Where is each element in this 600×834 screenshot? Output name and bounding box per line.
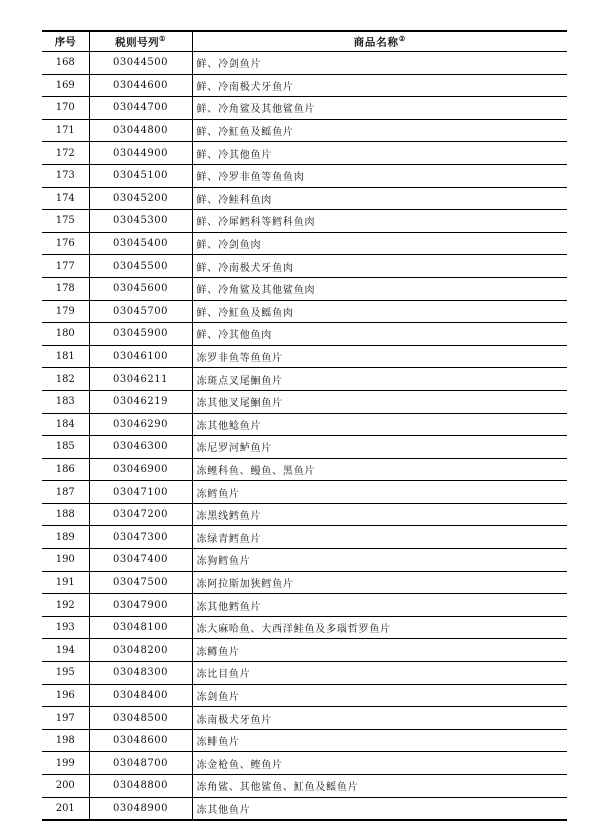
serial-cell: 171	[42, 119, 89, 142]
serial-cell: 189	[42, 526, 89, 549]
serial-cell: 190	[42, 549, 89, 572]
serial-cell: 174	[42, 187, 89, 210]
product-name-cell: 冻金枪鱼、鲣鱼片	[192, 752, 567, 775]
tariff-code-cell: 03048600	[89, 729, 192, 752]
product-name-cell: 冻罗非鱼等鱼鱼片	[192, 345, 567, 368]
product-name-cell: 冻南极犬牙鱼片	[192, 707, 567, 730]
product-name-cell: 冻狗鳕鱼片	[192, 549, 567, 572]
table-row	[42, 97, 567, 120]
product-name-cell: 鲜、冷犀鳕科等鳕科鱼肉	[192, 210, 567, 233]
table-row	[42, 752, 567, 775]
product-name-cell: 冻其他鳕鱼片	[192, 594, 567, 617]
tariff-code-cell: 03046900	[89, 458, 192, 481]
serial-cell: 181	[42, 345, 89, 368]
serial-cell: 168	[42, 52, 89, 75]
header-row	[42, 31, 567, 52]
tariff-code-cell: 03047300	[89, 526, 192, 549]
tariff-code-cell: 03046100	[89, 345, 192, 368]
table-row	[42, 684, 567, 707]
product-name-cell: 鲜、冷南极犬牙鱼片	[192, 74, 567, 97]
serial-cell: 196	[42, 684, 89, 707]
table-row	[42, 255, 567, 278]
tariff-code-cell: 03048700	[89, 752, 192, 775]
product-name-cell: 冻其他鲶鱼片	[192, 413, 567, 436]
footnote-mark-2: ②	[398, 33, 406, 43]
product-name-cell: 冻鲱鱼片	[192, 729, 567, 752]
serial-cell: 169	[42, 74, 89, 97]
tariff-code-cell: 03047900	[89, 594, 192, 617]
tariff-code-cell: 03048900	[89, 797, 192, 820]
serial-cell: 193	[42, 616, 89, 639]
product-name-cell: 冻鳕鱼片	[192, 481, 567, 504]
table-row	[42, 639, 567, 662]
tariff-code-cell: 03044700	[89, 97, 192, 120]
tariff-code-cell: 03048500	[89, 707, 192, 730]
tariff-code-cell: 03045500	[89, 255, 192, 278]
serial-cell: 175	[42, 210, 89, 233]
serial-cell: 182	[42, 368, 89, 391]
serial-cell: 199	[42, 752, 89, 775]
tariff-code-cell: 03045700	[89, 300, 192, 323]
table-row	[42, 616, 567, 639]
table-row	[42, 210, 567, 233]
header-code	[89, 31, 192, 52]
table-row	[42, 232, 567, 255]
table-row	[42, 797, 567, 820]
header-name	[192, 31, 567, 52]
tariff-code-cell: 03046300	[89, 436, 192, 459]
tariff-table	[42, 30, 567, 821]
footnote-mark-1: ①	[159, 33, 166, 43]
table-row	[42, 413, 567, 436]
tariff-code-cell: 03045900	[89, 323, 192, 346]
table-row	[42, 729, 567, 752]
product-name-cell: 鲜、冷角鲨及其他鲨鱼片	[192, 97, 567, 120]
serial-cell: 178	[42, 277, 89, 300]
table-row	[42, 436, 567, 459]
serial-cell: 177	[42, 255, 89, 278]
tariff-code-cell: 03045300	[89, 210, 192, 233]
table-row	[42, 458, 567, 481]
product-name-cell: 鲜、冷剑鱼肉	[192, 232, 567, 255]
product-name-cell: 冻绿青鳕鱼片	[192, 526, 567, 549]
product-name-cell: 冻其他叉尾鮰鱼片	[192, 390, 567, 413]
tariff-code-cell: 03048200	[89, 639, 192, 662]
product-name-cell: 冻比目鱼片	[192, 662, 567, 685]
tariff-code-cell: 03046211	[89, 368, 192, 391]
serial-cell: 184	[42, 413, 89, 436]
product-name-cell: 鲜、冷其他鱼肉	[192, 323, 567, 346]
product-name-cell: 冻斑点叉尾鮰鱼片	[192, 368, 567, 391]
serial-cell: 172	[42, 142, 89, 165]
tariff-code-cell: 03044900	[89, 142, 192, 165]
serial-cell: 188	[42, 503, 89, 526]
serial-cell: 195	[42, 662, 89, 685]
product-name-cell: 冻大麻哈鱼、大西洋鲑鱼及多瑙哲罗鱼片	[192, 616, 567, 639]
table-row	[42, 481, 567, 504]
product-name-cell: 鲜、冷魟鱼及鳐鱼片	[192, 119, 567, 142]
tariff-code-cell: 03046219	[89, 390, 192, 413]
serial-cell: 185	[42, 436, 89, 459]
header-serial	[42, 31, 89, 52]
tariff-code-cell: 03047400	[89, 549, 192, 572]
serial-cell: 183	[42, 390, 89, 413]
product-name-cell: 鲜、冷南极犬牙鱼肉	[192, 255, 567, 278]
serial-cell: 180	[42, 323, 89, 346]
table-row	[42, 368, 567, 391]
table-row	[42, 323, 567, 346]
tariff-code-cell: 03048800	[89, 775, 192, 798]
table-row	[42, 119, 567, 142]
serial-cell: 201	[42, 797, 89, 820]
table-row	[42, 142, 567, 165]
product-name-cell: 冻黑线鳕鱼片	[192, 503, 567, 526]
product-name-cell: 冻鳟鱼片	[192, 639, 567, 662]
product-name-cell: 冻角鲨、其他鲨鱼、魟鱼及鳐鱼片	[192, 775, 567, 798]
table-header	[42, 31, 567, 52]
table-row	[42, 277, 567, 300]
table-row	[42, 164, 567, 187]
tariff-code-cell: 03045100	[89, 164, 192, 187]
tariff-code-cell: 03047200	[89, 503, 192, 526]
table-row	[42, 74, 567, 97]
header-code-label: 税则号列	[115, 36, 160, 49]
table-row	[42, 662, 567, 685]
table-row	[42, 187, 567, 210]
tariff-code-cell: 03045200	[89, 187, 192, 210]
tariff-code-cell: 03048400	[89, 684, 192, 707]
serial-cell: 186	[42, 458, 89, 481]
product-name-cell: 鲜、冷剑鱼片	[192, 52, 567, 75]
serial-cell: 173	[42, 164, 89, 187]
tariff-code-cell: 03044500	[89, 52, 192, 75]
product-name-cell: 冻阿拉斯加狭鳕鱼片	[192, 571, 567, 594]
table-row	[42, 707, 567, 730]
product-name-cell: 鲜、冷鲑科鱼肉	[192, 187, 567, 210]
product-name-cell: 冻剑鱼片	[192, 684, 567, 707]
serial-cell: 192	[42, 594, 89, 617]
product-name-cell: 冻尼罗河鲈鱼片	[192, 436, 567, 459]
serial-cell: 194	[42, 639, 89, 662]
table-row	[42, 503, 567, 526]
tariff-code-cell: 03047500	[89, 571, 192, 594]
serial-cell: 198	[42, 729, 89, 752]
table-row	[42, 549, 567, 572]
product-name-cell: 鲜、冷角鲨及其他鲨鱼肉	[192, 277, 567, 300]
serial-cell: 170	[42, 97, 89, 120]
tariff-code-cell: 03046290	[89, 413, 192, 436]
serial-cell: 191	[42, 571, 89, 594]
header-name-label: 商品名称	[353, 36, 399, 49]
tariff-code-cell: 03044600	[89, 74, 192, 97]
product-name-cell: 冻其他鱼片	[192, 797, 567, 820]
table-row	[42, 571, 567, 594]
serial-cell: 200	[42, 775, 89, 798]
serial-cell: 197	[42, 707, 89, 730]
table-row	[42, 390, 567, 413]
tariff-code-cell: 03048300	[89, 662, 192, 685]
table-row	[42, 52, 567, 75]
table-body	[42, 52, 567, 821]
serial-cell: 187	[42, 481, 89, 504]
product-name-cell: 冻鲤科鱼、鳗鱼、黑鱼片	[192, 458, 567, 481]
header-serial-label: 序号	[54, 36, 76, 48]
table-row	[42, 300, 567, 323]
product-name-cell: 鲜、冷魟鱼及鳐鱼肉	[192, 300, 567, 323]
tariff-code-cell: 03047100	[89, 481, 192, 504]
table-row	[42, 526, 567, 549]
product-name-cell: 鲜、冷罗非鱼等鱼鱼肉	[192, 164, 567, 187]
serial-cell: 176	[42, 232, 89, 255]
tariff-code-cell: 03045400	[89, 232, 192, 255]
table-row	[42, 594, 567, 617]
tariff-code-cell: 03045600	[89, 277, 192, 300]
tariff-code-cell: 03044800	[89, 119, 192, 142]
tariff-code-cell: 03048100	[89, 616, 192, 639]
serial-cell: 179	[42, 300, 89, 323]
table-row	[42, 345, 567, 368]
table-row	[42, 775, 567, 798]
product-name-cell: 鲜、冷其他鱼片	[192, 142, 567, 165]
